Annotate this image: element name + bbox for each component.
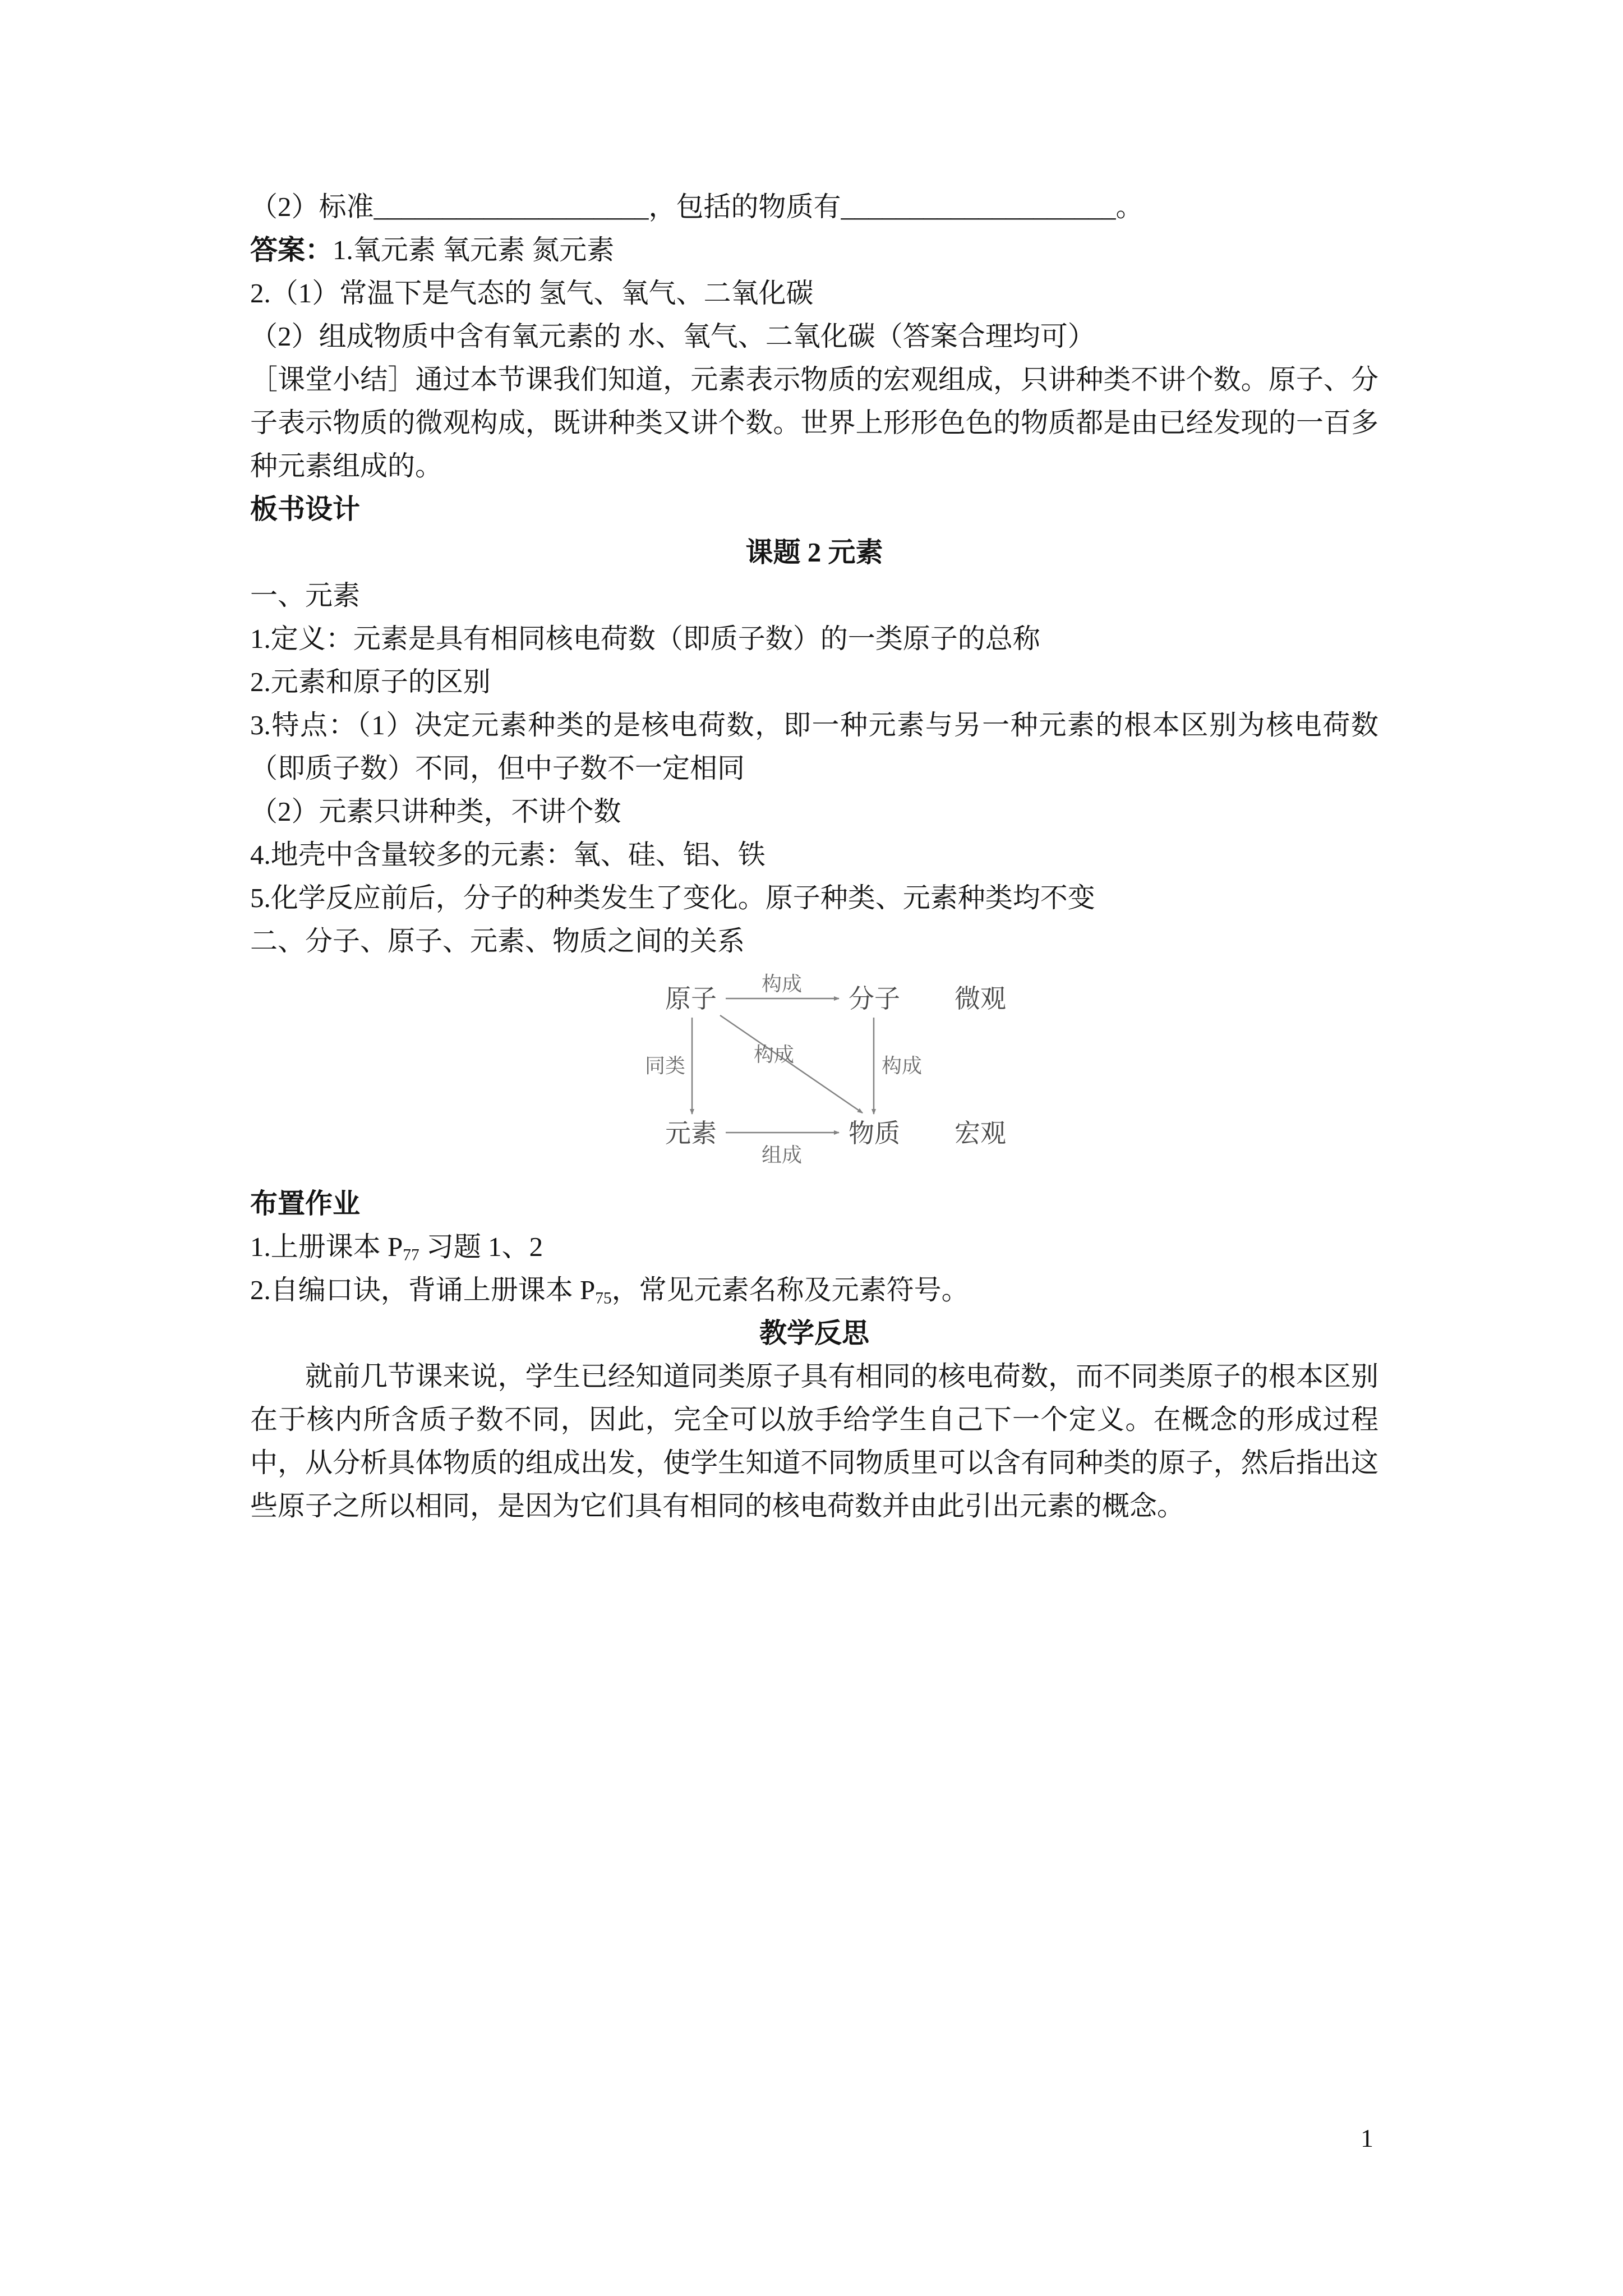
outline-item: （2）元素只讲种类，不讲个数 xyxy=(250,796,621,827)
outline-item: 3.特点：（1）决定元素种类的是核电荷数，即一种元素与另一种元素的根本区别为核电荷数（即质子数）不同，但中子数不一定相同 xyxy=(250,710,1378,784)
edge-label-same-kind: 同类 xyxy=(645,1055,686,1077)
reflection-heading: 教学反思 xyxy=(759,1318,869,1349)
fill-blank-line: （2）标准____________________，包括的物质有____________________。 xyxy=(250,191,1144,222)
relationship-diagram xyxy=(643,973,1046,1166)
answer-item-2-2: （2）组成物质中含有氧元素的 水、氧气、二氧化碳（答案合理均可） xyxy=(250,321,1095,352)
class-summary-paragraph: ［课堂小结］通过本节课我们知道，元素表示物质的宏观组成，只讲种类不讲个数。原子、分子表示物质的微观构成，既讲种类又讲个数。世界上形形色色的物质都是由已经发现的一百多种元素组成的。 xyxy=(250,364,1378,481)
outline-item: 2.元素和原子的区别 xyxy=(250,666,491,697)
homework-page-subscript: 75 xyxy=(595,1289,612,1308)
homework-item xyxy=(250,1225,1378,1268)
outline-item: 4.地壳中含量较多的元素：氧、硅、铝、铁 xyxy=(250,839,766,870)
label-micro: 微观 xyxy=(955,984,1006,1013)
answer-item-2-1: 2.（1）常温下是气态的 氢气、氧气、二氧化碳 xyxy=(250,278,814,309)
lesson-title: 课题 2 元素 xyxy=(745,537,883,568)
page-number: 1 xyxy=(1361,2124,1373,2152)
outline-item: 1.定义：元素是具有相同核电荷数（即质子数）的一类原子的总称 xyxy=(250,623,1040,654)
homework-heading: 布置作业 xyxy=(250,1188,361,1219)
outline-item: 二、分子、原子、元素、物质之间的关系 xyxy=(250,926,745,956)
outline-item: 一、元素 xyxy=(250,580,361,611)
answer-label: 答案： xyxy=(250,234,333,265)
node-atom: 原子 xyxy=(665,984,717,1013)
homework-item-text: 习题 1、2 xyxy=(419,1231,543,1262)
node-molecule: 分子 xyxy=(849,984,900,1013)
answer-text: 1.氧元素 氧元素 氮元素 xyxy=(333,234,615,265)
edge-label-compose-diagonal: 构成 xyxy=(754,1043,795,1066)
homework-item xyxy=(250,1268,1378,1312)
homework-item-text: ，常见元素名称及元素符号。 xyxy=(611,1274,969,1305)
homework-item-text: 1.上册课本 P xyxy=(250,1231,403,1262)
edge-label-compose-right: 构成 xyxy=(882,1055,923,1077)
edge-label-compose-top: 构成 xyxy=(762,973,803,995)
node-matter: 物质 xyxy=(849,1119,900,1148)
board-design-heading: 板书设计 xyxy=(250,494,361,524)
reflection-paragraph: 就前几节课来说，学生已经知道同类原子具有相同的核电荷数，而不同类原子的根本区别在于核内所含质子数不同，因此，完全可以放手给学生自己下一个定义。在概念的形成过程中，从分析具体物质的组成出发，使学生知道不同物质里可以含有同种类的原子，然后指出这些原子之所以相同，是因为它们具有相同的核电荷数并由此引出元素的概念。 xyxy=(250,1361,1378,1521)
edge-label-compose-bottom: 组成 xyxy=(762,1144,803,1166)
document-content xyxy=(250,185,1378,1527)
label-macro: 宏观 xyxy=(955,1119,1006,1148)
node-element: 元素 xyxy=(665,1119,717,1148)
answer-line xyxy=(250,228,1378,272)
homework-item-text: 2.自编口诀，背诵上册课本 P xyxy=(250,1274,596,1305)
outline-item: 5.化学反应前后，分子的种类发生了变化。原子种类、元素种类均不变 xyxy=(250,882,1095,913)
homework-page-subscript: 77 xyxy=(403,1246,419,1264)
